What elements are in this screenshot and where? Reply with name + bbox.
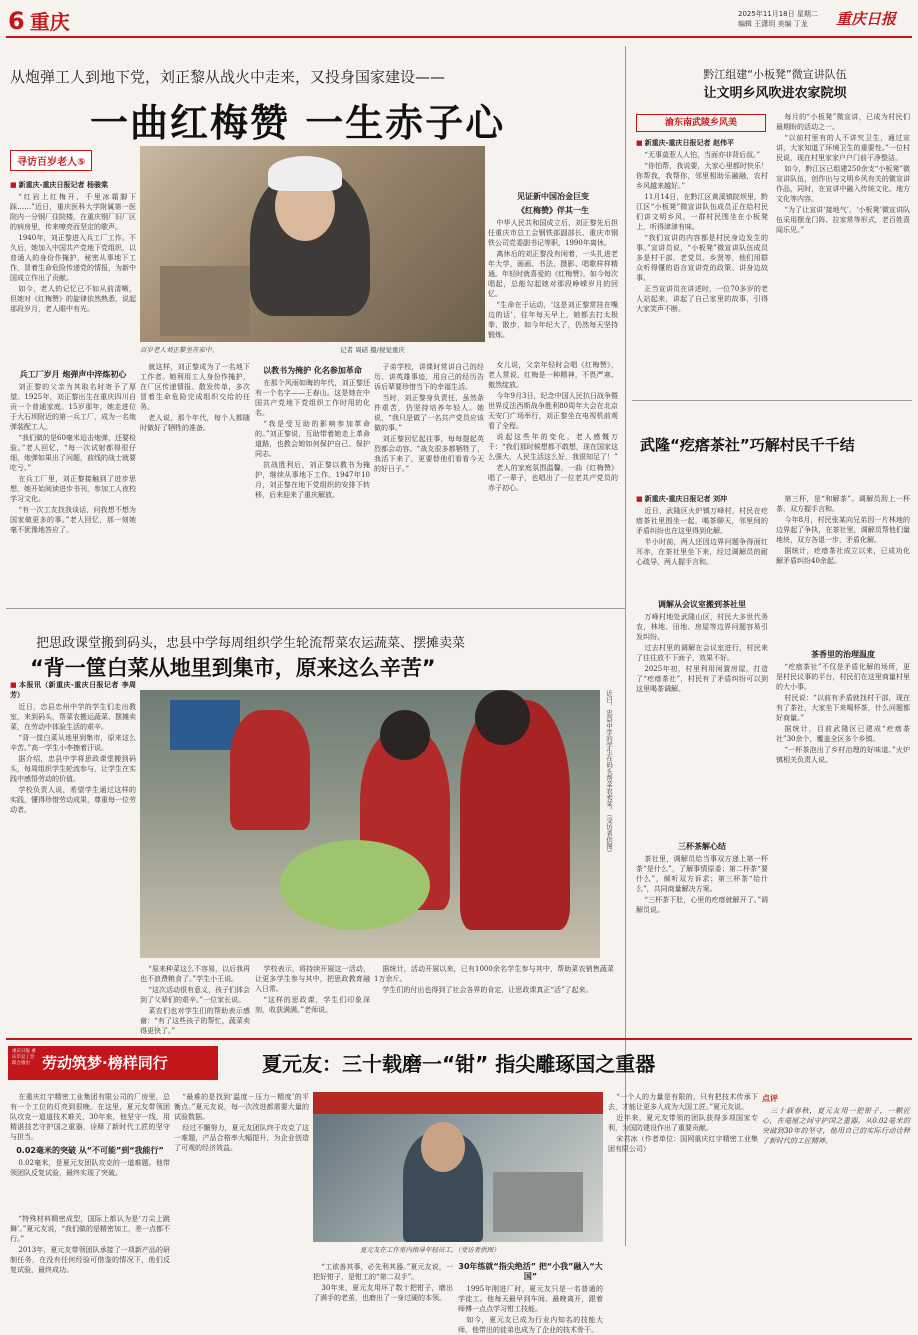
- article2-tag-text: 渝东南武陵乡风美: [664, 118, 737, 128]
- paragraph: 正当宣讲员在讲述时，一位70多岁的老人站起来，讲起了自己家里的故事，引得大家笑声不断。: [636, 285, 768, 313]
- paragraph: 在兵工厂里，刘正黎接触到了进步思想，她开始阅读进步书刊，参加工人夜校学习文化。: [10, 475, 136, 503]
- article5-photo-caption: 夏元友在工作室内指导年轻员工。（受访者供图）: [360, 1246, 500, 1254]
- article4-col2: [140, 964, 250, 1034]
- article1-sub2: 以教书为掩护 化名参加革命: [263, 366, 362, 375]
- paragraph: 今年9月3日，纪念中国人民抗日战争暨世界反法西斯战争胜利80周年大会在北京天安门广场举行，刘正黎坐在电视机前观看了全程。: [488, 392, 618, 430]
- article1-photo-caption: 百岁老人刘正黎坐在家中。: [140, 346, 218, 354]
- paragraph: “我们做的是60毫米迫击炮弹，还要检验。”老人回忆，“每一次试射都得很仔细，炮弹如果出了问题，前线的战士就要吃亏。”: [10, 434, 136, 472]
- paragraph: 老人的家庭氛围温馨，一曲《红梅赞》唱了一辈子，也唱出了一位老共产党员的赤子初心。: [488, 464, 618, 492]
- paragraph: 30年来，夏元友用坏了数十把钳子，磨出了满手的老茧，也磨出了一身过硬的本领。: [313, 1284, 453, 1302]
- paragraph: 中华人民共和国成立后，刘正黎先后担任重庆市总工会钢铁部副部长、重庆市钢铁公司党委副书记等职，1990年离休。: [488, 219, 618, 247]
- paragraph: 抗战胜利后，刘正黎以教书为掩护，继续从事地下工作。1947年10月，刘正黎在地下党组织的安排下转移，后来迎来了重庆解放。: [255, 461, 370, 499]
- paragraph: “疙瘩茶社”不仅是矛盾化解的场所，更是村民议事的平台，村民们在这里商量村里的大小事。: [776, 663, 910, 691]
- article2-tag: [636, 114, 766, 132]
- paragraph: “你怕帮，我说要，大家心里都时快乐！你帮我，我帮你，邻里相助乐融融，农村乡风越来越好。”: [636, 162, 768, 190]
- paragraph: “最难的是找到‘温度－压力－精度’的平衡点。”夏元友说，每一次改进都需要大量的试验数据。: [174, 1093, 309, 1121]
- paragraph: 今年8月，村民张某向兄弟因一片林地的边界起了争执，在茶社里，调解员帮他们量地块，双方各退一步，矛盾化解。: [776, 516, 910, 544]
- article5-headline: 夏元友：三十载磨一“钳” 指尖雕琢国之重器: [262, 1052, 656, 1076]
- article4-col4: [374, 964, 614, 1034]
- paragraph: 就这样，刘正黎成为了一名地下工作者。她利用工人身份作掩护，在厂区传递情报、散发传单，多次冒着生命危险完成组织交给的任务。: [140, 363, 250, 411]
- paragraph: “一杯茶泡出了乡村治理的好味道。”火炉镇相关负责人说。: [776, 746, 910, 764]
- paragraph: 半小时前，两人还因边界问题争得面红耳赤，在茶社里坐下来，经过调解员的耐心疏导，两人握手言和。: [636, 538, 768, 566]
- article3-col3: [636, 838, 768, 968]
- paragraph: 据介绍，忠县中学将思政课堂搬到码头，每周组织学生轮流参与，让学生在实践中感悟劳动的价值。: [10, 755, 136, 783]
- article1-col6: [488, 146, 618, 356]
- article5-editor-note-label: 点评: [762, 1094, 778, 1103]
- paragraph: 在那个风雨如晦的年代，刘正黎还有一个名字——王春山。这是她在中国共产党地下党组织工作时用的化名。: [255, 379, 370, 417]
- paragraph: 在重庆红宇精密工业集团有限公司的厂房里，总有一个工位的灯亮到很晚。在这里，夏元友带领团队攻克一道道技术难关，30年来，他坚守一线，用精湛技艺守护国之重器，诠释了新时代工匠的坚守与担当。: [10, 1093, 170, 1141]
- article1-side-title2: 《红梅赞》伴其一生: [517, 206, 589, 215]
- article3-byline: ■ 新重庆-重庆日报记者 刘冲: [636, 494, 768, 504]
- paragraph: 2013年，夏元友带领团队承接了一项新产品的研制任务，在没有任何经验可借鉴的情况下，他们反复试验，最终成功。: [10, 1246, 170, 1274]
- article5-col1: [10, 1092, 170, 1212]
- article1-col4: [255, 362, 370, 602]
- paragraph: 经过不懈努力，夏元友团队终于攻克了这一难题，产品合格率大幅提升，为企业创造了可观的经济效益。: [174, 1124, 309, 1152]
- paragraph: “生命在于运动，‘这是刘正黎常挂在嘴边的话’，往年每天早上，她都去打太极拳、散步，如今年纪大了，仍然每天坚持锻炼。: [488, 301, 618, 339]
- article3-col2: [636, 596, 768, 836]
- article5-col3: [174, 1092, 309, 1314]
- paragraph: 子弟学校，讲课时常讲自己的经历、讲英雄事迹，用自己的经历告诉后辈要珍惜当下的幸福生活。: [374, 363, 484, 391]
- divider-horizontal: [6, 608, 626, 609]
- article2-headline: 让文明乡风吹进农家院坝: [703, 86, 847, 101]
- article1-side-title: 见证新中国冶金巨变: [517, 192, 589, 201]
- paragraph: “特殊材料精密成型，国际上都认为是‘刀尖上跳舞’。”夏元友说，“我们做的是精密加工，差一点都不行。”: [10, 1215, 170, 1243]
- header-rule: [6, 36, 912, 38]
- article5-tag-small: 重庆日报 重庆市总工会联合推出: [12, 1049, 36, 1066]
- paragraph: “背一筐白菜从地里到集市，原来这么辛苦。”高一学生小李擦着汗说。: [10, 734, 136, 752]
- article1-series-tag-text: 寻访百岁老人⑤: [10, 150, 92, 171]
- paragraph: 2025年初，村里利用闲置房屋，打造了“疙瘩茶社”，村民有了矛盾纠纷可以到这里喝茶调解。: [636, 665, 768, 693]
- paragraph: “我们宣讲的内容都是村民身边发生的事。”宣讲员说，“小板凳”微宣讲队伍成员多是村干部、老党员、乡贤等，他们用群众听得懂的语言宣讲党的政策、讲身边故事。: [636, 234, 768, 282]
- paragraph: 1940年，刘正黎进入兵工厂工作。不久后，她加入中国共产党地下党组织，以普通人的身份作掩护，秘密从事地下工作，冒着生命危险传递党的情报，为新中国成立作出了贡献。: [10, 234, 136, 282]
- paragraph: 如今，老人的记忆已不如从前清晰，但她对《红梅赞》的旋律依然熟悉，说起那段岁月，老人眼中有光。: [10, 285, 136, 313]
- article4-byline: ■ 本报讯（新重庆-重庆日报记者 李周芳）: [10, 680, 136, 700]
- article3-col1: [636, 494, 768, 594]
- paragraph: 说起这些年的变化，老人感慨万千：“我们那时候想都不敢想，现在国家这么强大，人民生活这么好，我很知足了！”: [488, 433, 618, 461]
- paragraph: 刘正黎的父亲为其取名时寄予了厚望。1925年，刘正黎出生在重庆四川自贡一个普通家庭。15岁那年，她走进位于大石坝附近的第一兵工厂，成为一名炮弹装配工人。: [10, 383, 136, 431]
- article1-headline: 一曲红梅赞 一生赤子心: [90, 101, 506, 145]
- paragraph: 据统计，活动开展以来，已有1000余名学生参与其中，帮助菜农销售蔬菜1万余斤。: [374, 965, 614, 983]
- article4-col1: [10, 680, 136, 965]
- section-name: 重庆: [29, 10, 70, 34]
- paragraph: “有一次工友找我谈话，问我想不想为国家做更多的事。”老人回忆，那一刻她毫不犹豫地答应了。: [10, 506, 136, 534]
- paragraph: 茶社里，调解员给当事双方递上第一杯茶“是什么”，了解事情原委；第二杯茶“要什么”，倾听双方诉求；第三杯茶“给什么”，共同商量解决方案。: [636, 855, 768, 893]
- paragraph: 女儿说，父亲年轻时会唱《红梅赞》，老人常说，红梅是一种精神，不畏严寒、傲然绽放。: [488, 361, 618, 389]
- paragraph: 第三杯，是“和解茶”。调解员沏上一杯茶，双方握手言和。: [776, 495, 910, 513]
- paragraph: 老人说，那个年代，每个人都随时做好了牺牲的准备。: [140, 414, 250, 432]
- article1-series-tag: [10, 150, 92, 171]
- paragraph: 学校表示，将持续开展这一活动，让更多学生参与其中，把思政教育融入日常。: [255, 965, 370, 993]
- paragraph: 刘正黎回忆起往事，每每提起英烈都会动容。“战友很多都牺牲了，我活下来了，更要替他们看看今天的好日子。”: [374, 435, 484, 473]
- paragraph: 近日，武隆区火炉镇万峰村，村民在疙瘩茶社里围坐一起，喝茶聊天，邻里间的矛盾纠纷也在这里得到化解。: [636, 507, 768, 535]
- paragraph: “原来种菜这么不容易，以后我再也不浪费粮食了。”学生小王说。: [140, 965, 250, 983]
- article1-col5: [374, 362, 484, 602]
- paragraph: “这样的思政课，学生们印象深刻，收获满满。”老师说。: [255, 996, 370, 1014]
- article1-photo: [140, 146, 485, 342]
- article3-sub1: 调解从会议室搬到茶社里: [658, 600, 746, 609]
- paragraph: 近日，忠县忠州中学的学生们走出教室，来到码头，帮菜农搬运蔬菜、摆摊卖菜，在劳动中体验生活的艰辛。: [10, 703, 136, 731]
- article5-photo: [313, 1092, 603, 1242]
- paragraph: 当时，刘正黎身负责任，虽然条件艰苦，仍坚持培养年轻人。她说，“我只是做了一名共产党员应该做的事。”: [374, 394, 484, 432]
- paragraph: 近年来，夏元友带领的团队获得多项国家专利，为国防建设作出了重要贡献。: [608, 1114, 758, 1132]
- paragraph: “这次活动很有意义，孩子们体会到了父辈们的艰辛。”一位家长说。: [140, 986, 250, 1004]
- article4-photo-caption: 近日，忠县中学的学生在码头帮菜农卖菜。（受访者供图）: [605, 690, 613, 856]
- article3-col4: [776, 494, 910, 644]
- paragraph: “一个人的力量是有限的，只有把技术传承下去，才能让更多人成为大国工匠。”夏元友说。: [608, 1093, 758, 1111]
- masthead-logo: 重庆日报: [836, 10, 897, 28]
- article5-col5: [458, 1262, 603, 1334]
- paragraph: 过去村里的调解在会议室进行，村民来了往往放不下面子，效果不好。: [636, 644, 768, 662]
- paragraph: 0.02毫米，是夏元友团队攻克的一道难题。他带领团队反复试验，最终实现了突破。: [10, 1159, 170, 1177]
- article1-photo-credit: 记者 周碚 摄/视觉重庆: [340, 346, 405, 354]
- paragraph: “红岩上红梅开，千里冰霜脚下踩……”近日，重庆医科大学附属第一医院内一分钢厂住院楼，在重庆钢厂旧厂区的病房里，传来嘹亮而坚定的歌声。: [10, 193, 136, 231]
- paragraph: 学校负责人说，希望学生通过这样的实践，懂得珍惜劳动成果，尊重每一位劳动者。: [10, 786, 136, 814]
- article1-col1: [10, 180, 136, 362]
- paragraph: “我是受互助的影响参加革命的。”刘正黎说，互助带着她走上革命道路，也教会她如何保护自己、保护同志。: [255, 420, 370, 458]
- paragraph: 万峰村地处武隆山区，村民大多世代务农，林地、田地、房屋等边界问题容易引发纠纷。: [636, 613, 768, 641]
- article3-col5: [776, 646, 910, 966]
- paragraph: 每月的“小板凳”微宣讲，已成为村民们最期盼的活动之一。: [776, 113, 910, 131]
- article1-byline: ■ 新重庆-重庆日报记者 杨骏棠: [10, 180, 136, 190]
- paragraph: “为了让宣讲‘接地气’，‘小板凳’微宣讲队伍采用摆龙门阵、拉家常等形式，老百姓喜闻乐见。”: [776, 206, 910, 234]
- article3-sub2: 三杯茶解心结: [678, 842, 726, 851]
- article2-col1: [636, 138, 768, 396]
- article4-headline: “背一筐白菜从地里到集市，原来这么辛苦”: [30, 656, 436, 680]
- article1-kicker: 从炮弹工人到地下党，刘正黎从战火中走来，又投身国家建设——: [10, 68, 446, 86]
- paragraph: 离休后的刘正黎没有闲着，一头扎进老年大学，画画、书法、摄影、唱歌样样精通。年轻时就喜爱的《红梅赞》，如今每次唱起，总能勾起她对那段峥嵘岁月的回忆。: [488, 250, 618, 298]
- article5-tag: [8, 1046, 218, 1080]
- paragraph: “三杯茶下肚，心里的疙瘩就解开了。”调解员说。: [636, 896, 768, 914]
- article5-col2: [10, 1214, 170, 1314]
- paragraph: 学生们的付出也得到了社会各界的肯定，让思政课真正“活”了起来。: [382, 986, 593, 994]
- page-number-box: [8, 6, 70, 35]
- article5-col6: [608, 1092, 758, 1314]
- page-number: 6: [8, 7, 25, 35]
- paragraph: “工欲善其事，必先利其器。”夏元友说，一把好钳子，是钳工的“第二双手”。: [313, 1263, 453, 1281]
- header-editors: 编辑 王潇玥 美编 丁龙: [738, 20, 808, 28]
- article1-col3: [140, 362, 250, 602]
- paragraph: 如今，夏元友已成为行业内知名的技能大师，他带出的徒弟也成为了企业的技术骨干。: [458, 1316, 603, 1334]
- article5-sub2: 30年练就“指尖绝活” 把“小我”融入“大国”: [458, 1262, 603, 1281]
- paragraph: 菜农们也对学生们的帮助表示感谢：“有了这些孩子的帮忙，蔬菜卖得更快了。”: [140, 1007, 250, 1035]
- article5-tag-label: 劳动筑梦·榜样同行: [42, 1054, 168, 1072]
- paragraph: “以前村里有的人不讲究卫生，通过宣讲，大家知道了环境卫生的重要性。”一位村民说，现在村里家家户户门前干净整洁。: [776, 134, 910, 162]
- paragraph: 村民说：“以前有矛盾就找村干部，现在有了茶社，大家坐下来喝杯茶，什么问题都好商量。”: [776, 694, 910, 722]
- article2-col2: [776, 112, 910, 396]
- paragraph: 宋君冰（作者单位：国网重庆红宇精密工业集团有限公司）: [608, 1135, 758, 1153]
- header-date: 2025年11月18日 星期二: [738, 10, 818, 18]
- paragraph: 1995年刚进厂时，夏元友只是一名普通的学徒工。他每天最早到车间、最晚离开，跟着师傅一点点学习钳工技能。: [458, 1285, 603, 1313]
- article5-sub1: 0.02毫米的突破 从“不可能”到“我能行”: [16, 1146, 164, 1155]
- article2-kicker: 黔江组建“小板凳”微宣讲队伍: [703, 68, 847, 81]
- article4-photo: [140, 690, 600, 958]
- paragraph: 三十载春秋，夏元友用一把钳子，一颗匠心，在毫厘之间守护国之重器。从0.02毫米的突破到30年的坚守，他用自己的实际行动诠释了新时代的工匠精神。: [762, 1107, 910, 1145]
- article3-sub3: 茶香里的治理温度: [811, 650, 875, 659]
- article1-col7: [488, 360, 618, 602]
- paragraph: 11月14日，在黔江区黄溪镇院坝里，黔江区“小板凳”微宣讲队伍成员正在给村民们讲文明乡风，一群村民围坐在小板凳上，听得津津有味。: [636, 193, 768, 231]
- paragraph: “无事莫惹人人怕，当面亦非背后叔。”: [644, 151, 761, 159]
- article2-byline: ■ 新重庆-重庆日报记者 赵伟平: [636, 138, 768, 148]
- article5-col7: [762, 1092, 910, 1314]
- article4-col3: [255, 964, 370, 1034]
- article5-rule: [6, 1038, 912, 1040]
- article5-col4: [313, 1262, 453, 1314]
- article1-sub1: 兵工厂岁月 炮弹声中淬炼初心: [19, 370, 127, 379]
- article1-col2: [10, 366, 136, 604]
- paragraph: 据统计，疙瘩茶社成立以来，已成功化解矛盾纠纷40余起。: [776, 547, 910, 565]
- article3-headline: 武隆“疙瘩茶社”巧解村民千千结: [640, 436, 855, 454]
- divider-horizontal: [632, 400, 912, 401]
- paragraph: 如今，黔江区已组建250余支“小板凳”微宣讲队伍，创作出与文明乡风有关的微宣讲作品，同时，在宣讲中融入传统文化、地方文化等内容。: [776, 165, 910, 203]
- paragraph: 据统计，目前武隆区已建成“疙瘩茶社”30余个，覆盖全区多个乡镇。: [776, 725, 910, 743]
- article4-kicker: 把思政课堂搬到码头，忠县中学每周组织学生轮流帮菜农运蔬菜、摆摊卖菜: [36, 636, 466, 651]
